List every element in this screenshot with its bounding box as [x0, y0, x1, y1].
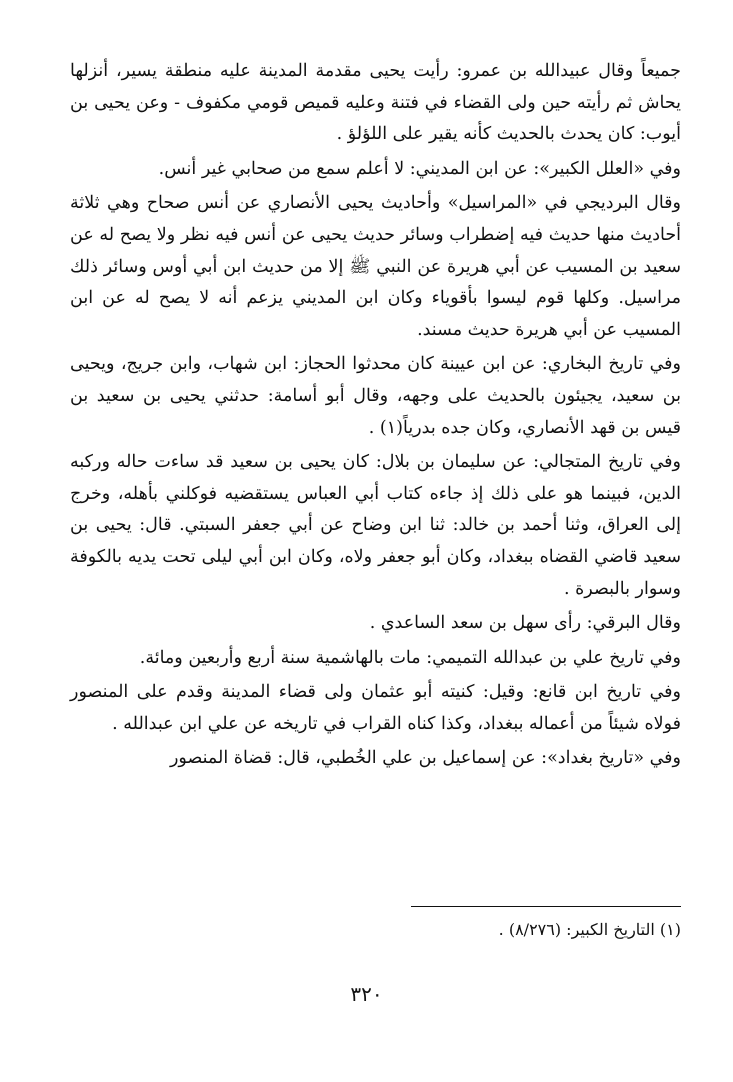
paragraph-mutajali-tarikh: وفي تاريخ المتجالي: عن سليمان بن بلال: كان يحيى بن سعيد قد ساءت حاله وركبه الدين، فبينما هو على ذلك إذ جاءه كتاب أبي العباس يستقضيه فوكلني بأهله، وخرج إلى العراق، وثنا أحمد بن خالد: ثنا ابن وضاح عن أبي جعفر السبتي. قال: يحيى بن سعيد قاضي القضاه ببغداد، وكان أبو جعفر ولاه، وكان ابن أبي ليلى تحت يديه بالكوفة وسوار بالبصرة . [70, 452, 681, 599]
main-text [70, 56, 681, 778]
paragraph-ilal-kabir: وفي «العلل الكبير»: عن ابن المديني: لا أعلم سمع من صحابي غير أنس. [158, 158, 681, 179]
paragraph-bukhari-tarikh: وفي تاريخ البخاري: عن ابن عيينة كان محدثوا الحجاز: ابن شهاب، وابن جريج، ويحيى بن سعيد، يجيئون بالحديث على وجهه، وقال أبو أسامة: حدثني يحيى بن سعيد بن قيس بن قهد الأنصاري، وكان جده بدرياً(١) . [70, 354, 682, 438]
footnote: (١) التاريخ الكبير: (٨/٢٧٦) . [498, 920, 681, 939]
paragraph-barqi: وقال البرقي: رأى سهل بن سعد الساعدي . [369, 613, 681, 634]
paragraph-yahya-appearance: جميعاً وقال عبيدالله بن عمرو: رأيت يحيى مقدمة المدينة عليه منطقة يسير، أنزلها يحاش ثم رأيته حين ولى القضاء في فتنة وعليه قميص قومي مكفوف - وعن يحيى بن أيوب: كان يحدث بالحديث كأنه يقير على اللؤلؤ . [70, 61, 681, 145]
page-number: ٣٢٠ [350, 982, 383, 1006]
paragraph-bardiji-marasil: وقال البرديجي في «المراسيل» وأحاديث يحيى الأنصاري عن أنس صحاح وهي ثلاثة أحاديث منها حديث فيه إضطراب وسائر حديث يحيى عن أنس فيه نظر ولا يصح له عن سعيد بن المسيب عن أبي هريرة عن النبي ﷺ إلا من حديث ابن أبي أوس وسائر ذلك مراسيل. وكلها قوم ليسوا بأقوياء وكان ابن المديني يزعم أنه لا يصح له عن ابن المسيب عن أبي هريرة حديث مسند. [70, 193, 681, 340]
footnote-divider [411, 906, 681, 907]
paragraph-tarikh-baghdad: وفي «تاريخ بغداد»: عن إسماعيل بن علي الخُطبي، قال: قضاة المنصور [169, 748, 681, 769]
paragraph-ibn-qani-tarikh: وفي تاريخ ابن قانع: وقيل: كنيته أبو عثمان ولى قضاء المدينة وقدم على المنصور فولاه شيئاً من أعماله ببغداد، وكذا كناه القراب في تاريخه عن علي ابن عبدالله . [70, 682, 681, 734]
paragraph-tamimi-tarikh: وفي تاريخ علي بن عبدالله التميمي: مات بالهاشمية سنة أربع وأربعين ومائة. [139, 647, 681, 668]
